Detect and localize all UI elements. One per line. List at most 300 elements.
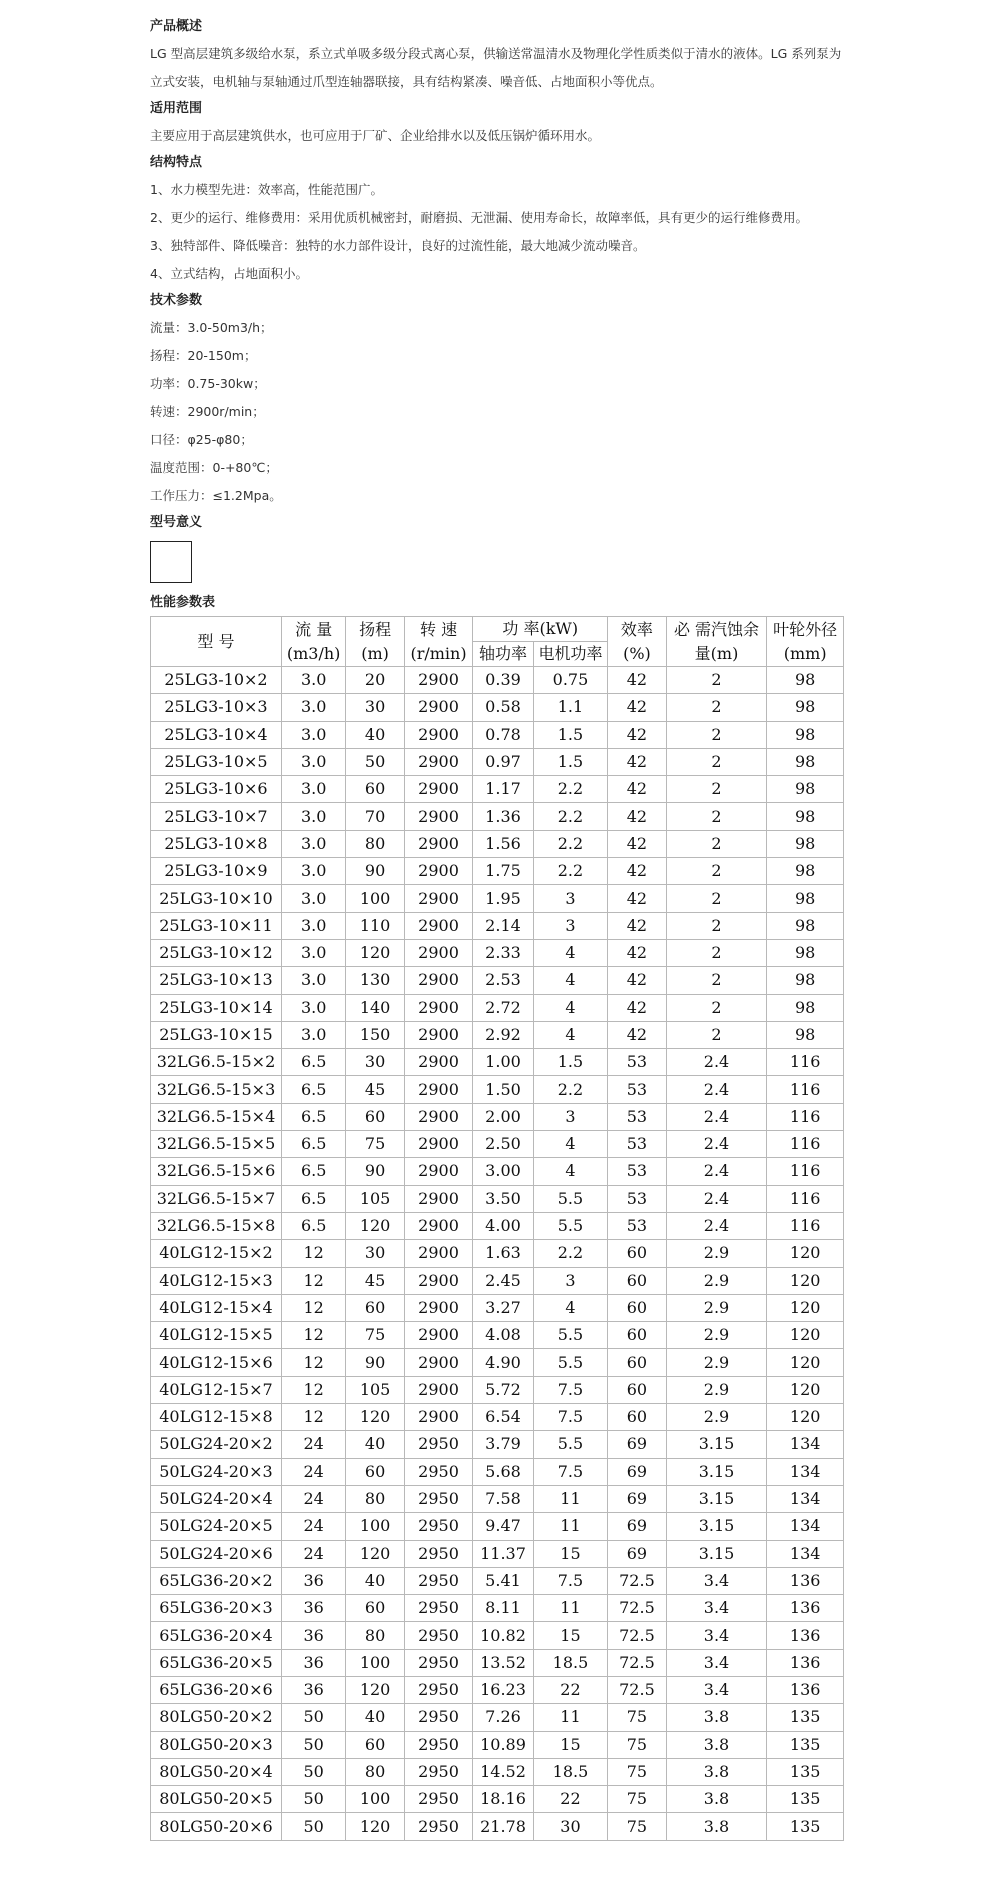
- cell-flow: 36: [281, 1649, 345, 1676]
- cell-shaft-power: 2.14: [473, 912, 533, 939]
- cell-speed: 2900: [404, 1131, 472, 1158]
- header-speed: 转 速(r/min): [404, 617, 472, 667]
- cell-efficiency: 42: [608, 776, 666, 803]
- header-shaft-power: 轴功率: [473, 642, 533, 667]
- cell-efficiency: 42: [608, 694, 666, 721]
- cell-shaft-power: 3.27: [473, 1294, 533, 1321]
- cell-shaft-power: 5.68: [473, 1458, 533, 1485]
- cell-flow: 3.0: [281, 830, 345, 857]
- cell-efficiency: 75: [608, 1704, 666, 1731]
- cell-npsh: 2: [666, 776, 767, 803]
- cell-flow: 36: [281, 1676, 345, 1703]
- cell-efficiency: 72.5: [608, 1595, 666, 1622]
- cell-npsh: 2.4: [666, 1049, 767, 1076]
- cell-npsh: 3.8: [666, 1758, 767, 1785]
- performance-table: [150, 616, 844, 1841]
- cell-model: 65LG36-20×3: [151, 1595, 282, 1622]
- table-row: [151, 1458, 844, 1485]
- cell-flow: 3.0: [281, 858, 345, 885]
- cell-impeller: 134: [767, 1458, 844, 1485]
- cell-motor-power: 15: [533, 1622, 608, 1649]
- cell-efficiency: 42: [608, 803, 666, 830]
- cell-impeller: 136: [767, 1622, 844, 1649]
- cell-npsh: 2: [666, 721, 767, 748]
- cell-npsh: 2.4: [666, 1076, 767, 1103]
- cell-model: 80LG50-20×2: [151, 1704, 282, 1731]
- cell-shaft-power: 18.16: [473, 1786, 533, 1813]
- cell-head: 70: [346, 803, 404, 830]
- cell-npsh: 2.9: [666, 1404, 767, 1431]
- cell-head: 120: [346, 1813, 404, 1840]
- cell-shaft-power: 0.78: [473, 721, 533, 748]
- cell-motor-power: 11: [533, 1704, 608, 1731]
- cell-motor-power: 1.5: [533, 721, 608, 748]
- feature-item: 2、更少的运行、维修费用：采用优质机械密封，耐磨损、无泄漏、使用寿命长，故障率低，具有更少的运行维修费用。: [150, 210, 808, 225]
- cell-motor-power: 0.75: [533, 667, 608, 694]
- cell-speed: 2950: [404, 1540, 472, 1567]
- cell-shaft-power: 1.00: [473, 1049, 533, 1076]
- cell-efficiency: 75: [608, 1731, 666, 1758]
- cell-motor-power: 1.5: [533, 748, 608, 775]
- table-row: [151, 858, 844, 885]
- cell-flow: 12: [281, 1349, 345, 1376]
- cell-model: 50LG24-20×4: [151, 1485, 282, 1512]
- cell-efficiency: 42: [608, 939, 666, 966]
- cell-efficiency: 72.5: [608, 1676, 666, 1703]
- cell-efficiency: 60: [608, 1404, 666, 1431]
- cell-head: 80: [346, 830, 404, 857]
- spec-speed: 转速：2900r/min；: [150, 404, 265, 419]
- cell-shaft-power: 1.17: [473, 776, 533, 803]
- cell-model: 25LG3-10×6: [151, 776, 282, 803]
- cell-head: 75: [346, 1131, 404, 1158]
- cell-efficiency: 53: [608, 1158, 666, 1185]
- cell-efficiency: 60: [608, 1240, 666, 1267]
- cell-motor-power: 22: [533, 1676, 608, 1703]
- cell-speed: 2900: [404, 939, 472, 966]
- performance-table-body: [151, 667, 844, 1841]
- cell-head: 40: [346, 721, 404, 748]
- cell-efficiency: 72.5: [608, 1649, 666, 1676]
- spec-pressure: 工作压力：≤1.2Mpa。: [150, 488, 282, 503]
- table-row: [151, 1212, 844, 1239]
- cell-npsh: 2: [666, 830, 767, 857]
- cell-head: 100: [346, 1649, 404, 1676]
- cell-speed: 2900: [404, 1049, 472, 1076]
- cell-motor-power: 5.5: [533, 1185, 608, 1212]
- cell-motor-power: 15: [533, 1540, 608, 1567]
- cell-efficiency: 75: [608, 1813, 666, 1840]
- cell-speed: 2900: [404, 667, 472, 694]
- cell-model: 80LG50-20×5: [151, 1786, 282, 1813]
- cell-model: 65LG36-20×6: [151, 1676, 282, 1703]
- cell-efficiency: 69: [608, 1431, 666, 1458]
- cell-shaft-power: 7.26: [473, 1704, 533, 1731]
- cell-speed: 2900: [404, 1185, 472, 1212]
- cell-speed: 2900: [404, 694, 472, 721]
- cell-efficiency: 42: [608, 994, 666, 1021]
- cell-model: 25LG3-10×3: [151, 694, 282, 721]
- spec-flow: 流量：3.0-50m3/h；: [150, 320, 273, 335]
- cell-efficiency: 75: [608, 1786, 666, 1813]
- header-motor-power: 电机功率: [533, 642, 608, 667]
- cell-impeller: 98: [767, 994, 844, 1021]
- cell-flow: 50: [281, 1731, 345, 1758]
- cell-motor-power: 22: [533, 1786, 608, 1813]
- cell-shaft-power: 4.00: [473, 1212, 533, 1239]
- cell-speed: 2900: [404, 1103, 472, 1130]
- cell-flow: 3.0: [281, 885, 345, 912]
- cell-impeller: 120: [767, 1322, 844, 1349]
- cell-head: 80: [346, 1758, 404, 1785]
- table-row: [151, 1595, 844, 1622]
- cell-flow: 3.0: [281, 721, 345, 748]
- cell-efficiency: 53: [608, 1212, 666, 1239]
- table-row: [151, 1021, 844, 1048]
- cell-head: 150: [346, 1021, 404, 1048]
- cell-npsh: 3.4: [666, 1649, 767, 1676]
- cell-flow: 12: [281, 1404, 345, 1431]
- cell-efficiency: 60: [608, 1376, 666, 1403]
- cell-head: 100: [346, 1513, 404, 1540]
- table-row: [151, 967, 844, 994]
- cell-model: 80LG50-20×3: [151, 1731, 282, 1758]
- cell-efficiency: 42: [608, 858, 666, 885]
- cell-npsh: 2: [666, 994, 767, 1021]
- specs-heading: 技术参数: [150, 293, 203, 308]
- cell-shaft-power: 3.79: [473, 1431, 533, 1458]
- cell-head: 60: [346, 1595, 404, 1622]
- cell-efficiency: 53: [608, 1131, 666, 1158]
- cell-head: 120: [346, 1540, 404, 1567]
- cell-npsh: 3.15: [666, 1513, 767, 1540]
- cell-npsh: 2.9: [666, 1349, 767, 1376]
- product-content: [150, 14, 850, 1841]
- table-row: [151, 1103, 844, 1130]
- cell-model: 32LG6.5-15×3: [151, 1076, 282, 1103]
- cell-impeller: 116: [767, 1212, 844, 1239]
- cell-model: 40LG12-15×7: [151, 1376, 282, 1403]
- cell-speed: 2950: [404, 1595, 472, 1622]
- cell-shaft-power: 2.45: [473, 1267, 533, 1294]
- overview-heading: 产品概述: [150, 19, 203, 34]
- cell-model: 40LG12-15×8: [151, 1404, 282, 1431]
- cell-speed: 2950: [404, 1786, 472, 1813]
- cell-motor-power: 3: [533, 885, 608, 912]
- cell-flow: 50: [281, 1786, 345, 1813]
- cell-model: 25LG3-10×7: [151, 803, 282, 830]
- cell-head: 50: [346, 748, 404, 775]
- cell-efficiency: 53: [608, 1076, 666, 1103]
- application-text: 主要应用于高层建筑供水，也可应用于厂矿、企业给排水以及低压锅炉循环用水。: [150, 128, 601, 143]
- cell-motor-power: 2.2: [533, 803, 608, 830]
- cell-npsh: 2.9: [666, 1376, 767, 1403]
- cell-model: 65LG36-20×2: [151, 1567, 282, 1594]
- table-row: [151, 1267, 844, 1294]
- table-row: [151, 1676, 844, 1703]
- cell-shaft-power: 2.50: [473, 1131, 533, 1158]
- cell-impeller: 116: [767, 1185, 844, 1212]
- cell-model: 32LG6.5-15×6: [151, 1158, 282, 1185]
- cell-npsh: 2: [666, 1021, 767, 1048]
- cell-head: 90: [346, 1349, 404, 1376]
- cell-model: 25LG3-10×4: [151, 721, 282, 748]
- cell-shaft-power: 2.53: [473, 967, 533, 994]
- cell-efficiency: 69: [608, 1540, 666, 1567]
- cell-motor-power: 7.5: [533, 1567, 608, 1594]
- header-power: 功 率(kW): [473, 617, 608, 642]
- cell-shaft-power: 5.72: [473, 1376, 533, 1403]
- cell-npsh: 2: [666, 667, 767, 694]
- cell-speed: 2950: [404, 1813, 472, 1840]
- cell-speed: 2900: [404, 1349, 472, 1376]
- cell-impeller: 134: [767, 1540, 844, 1567]
- cell-speed: 2900: [404, 912, 472, 939]
- cell-motor-power: 4: [533, 994, 608, 1021]
- cell-flow: 24: [281, 1485, 345, 1512]
- cell-npsh: 2.9: [666, 1240, 767, 1267]
- cell-motor-power: 4: [533, 967, 608, 994]
- cell-shaft-power: 2.00: [473, 1103, 533, 1130]
- cell-speed: 2900: [404, 776, 472, 803]
- cell-model: 65LG36-20×5: [151, 1649, 282, 1676]
- cell-impeller: 98: [767, 694, 844, 721]
- cell-speed: 2950: [404, 1731, 472, 1758]
- cell-npsh: 3.15: [666, 1540, 767, 1567]
- cell-model: 32LG6.5-15×7: [151, 1185, 282, 1212]
- cell-impeller: 98: [767, 776, 844, 803]
- table-row: [151, 1622, 844, 1649]
- cell-head: 60: [346, 1731, 404, 1758]
- table-row: [151, 1185, 844, 1212]
- cell-efficiency: 42: [608, 721, 666, 748]
- cell-speed: 2950: [404, 1676, 472, 1703]
- cell-head: 30: [346, 1240, 404, 1267]
- spec-temperature: 温度范围：0-+80℃；: [150, 460, 278, 475]
- table-row: [151, 721, 844, 748]
- feature-item: 1、水力模型先进：效率高，性能范围广。: [150, 182, 383, 197]
- cell-speed: 2900: [404, 1322, 472, 1349]
- cell-speed: 2900: [404, 830, 472, 857]
- table-row: [151, 1567, 844, 1594]
- cell-flow: 24: [281, 1513, 345, 1540]
- cell-shaft-power: 4.08: [473, 1322, 533, 1349]
- cell-impeller: 98: [767, 858, 844, 885]
- cell-flow: 3.0: [281, 967, 345, 994]
- cell-flow: 3.0: [281, 1021, 345, 1048]
- cell-npsh: 2: [666, 912, 767, 939]
- table-row: [151, 1485, 844, 1512]
- cell-impeller: 134: [767, 1485, 844, 1512]
- cell-speed: 2900: [404, 858, 472, 885]
- cell-shaft-power: 0.97: [473, 748, 533, 775]
- cell-motor-power: 4: [533, 1158, 608, 1185]
- cell-shaft-power: 1.36: [473, 803, 533, 830]
- cell-motor-power: 11: [533, 1513, 608, 1540]
- cell-shaft-power: 1.63: [473, 1240, 533, 1267]
- table-row: [151, 1649, 844, 1676]
- cell-head: 80: [346, 1485, 404, 1512]
- cell-npsh: 2.4: [666, 1158, 767, 1185]
- cell-impeller: 136: [767, 1676, 844, 1703]
- cell-motor-power: 3: [533, 912, 608, 939]
- cell-head: 140: [346, 994, 404, 1021]
- header-efficiency: 效率(%): [608, 617, 666, 667]
- cell-flow: 12: [281, 1322, 345, 1349]
- cell-impeller: 98: [767, 885, 844, 912]
- cell-impeller: 116: [767, 1103, 844, 1130]
- cell-speed: 2900: [404, 803, 472, 830]
- cell-npsh: 3.15: [666, 1458, 767, 1485]
- cell-flow: 3.0: [281, 939, 345, 966]
- cell-model: 32LG6.5-15×5: [151, 1131, 282, 1158]
- cell-flow: 3.0: [281, 776, 345, 803]
- cell-motor-power: 18.5: [533, 1758, 608, 1785]
- cell-motor-power: 5.5: [533, 1212, 608, 1239]
- cell-head: 45: [346, 1076, 404, 1103]
- cell-flow: 36: [281, 1595, 345, 1622]
- cell-npsh: 3.8: [666, 1731, 767, 1758]
- cell-shaft-power: 11.37: [473, 1540, 533, 1567]
- cell-head: 110: [346, 912, 404, 939]
- cell-efficiency: 42: [608, 830, 666, 857]
- cell-shaft-power: 21.78: [473, 1813, 533, 1840]
- cell-impeller: 98: [767, 667, 844, 694]
- cell-speed: 2950: [404, 1485, 472, 1512]
- cell-motor-power: 1.1: [533, 694, 608, 721]
- cell-head: 100: [346, 1786, 404, 1813]
- cell-flow: 12: [281, 1376, 345, 1403]
- cell-shaft-power: 3.00: [473, 1158, 533, 1185]
- cell-shaft-power: 6.54: [473, 1404, 533, 1431]
- cell-flow: 6.5: [281, 1103, 345, 1130]
- table-row: [151, 1758, 844, 1785]
- cell-efficiency: 69: [608, 1485, 666, 1512]
- cell-shaft-power: 1.50: [473, 1076, 533, 1103]
- cell-efficiency: 72.5: [608, 1567, 666, 1594]
- cell-impeller: 98: [767, 912, 844, 939]
- cell-motor-power: 15: [533, 1731, 608, 1758]
- cell-efficiency: 60: [608, 1349, 666, 1376]
- cell-shaft-power: 10.89: [473, 1731, 533, 1758]
- table-row: [151, 912, 844, 939]
- table-row: [151, 1349, 844, 1376]
- cell-head: 40: [346, 1567, 404, 1594]
- cell-model: 80LG50-20×6: [151, 1813, 282, 1840]
- cell-model: 25LG3-10×12: [151, 939, 282, 966]
- spec-head: 扬程：20-150m；: [150, 348, 257, 363]
- cell-speed: 2950: [404, 1758, 472, 1785]
- cell-npsh: 2.4: [666, 1212, 767, 1239]
- table-row: [151, 1813, 844, 1840]
- cell-impeller: 135: [767, 1786, 844, 1813]
- feature-item: 4、立式结构，占地面积小。: [150, 266, 308, 281]
- cell-efficiency: 53: [608, 1049, 666, 1076]
- cell-speed: 2900: [404, 967, 472, 994]
- cell-flow: 50: [281, 1704, 345, 1731]
- table-row: [151, 1704, 844, 1731]
- cell-motor-power: 3: [533, 1103, 608, 1130]
- cell-model: 25LG3-10×14: [151, 994, 282, 1021]
- cell-speed: 2900: [404, 721, 472, 748]
- cell-npsh: 2.9: [666, 1267, 767, 1294]
- cell-speed: 2900: [404, 1076, 472, 1103]
- application-heading: 适用范围: [150, 101, 203, 116]
- cell-shaft-power: 2.33: [473, 939, 533, 966]
- table-row: [151, 1513, 844, 1540]
- cell-impeller: 120: [767, 1267, 844, 1294]
- cell-head: 120: [346, 1676, 404, 1703]
- cell-head: 60: [346, 1294, 404, 1321]
- cell-npsh: 2: [666, 803, 767, 830]
- cell-efficiency: 60: [608, 1322, 666, 1349]
- cell-shaft-power: 10.82: [473, 1622, 533, 1649]
- cell-impeller: 98: [767, 830, 844, 857]
- cell-flow: 3.0: [281, 912, 345, 939]
- cell-impeller: 136: [767, 1595, 844, 1622]
- cell-flow: 3.0: [281, 694, 345, 721]
- cell-motor-power: 5.5: [533, 1431, 608, 1458]
- cell-shaft-power: 16.23: [473, 1676, 533, 1703]
- cell-impeller: 98: [767, 803, 844, 830]
- cell-shaft-power: 0.39: [473, 667, 533, 694]
- cell-impeller: 135: [767, 1704, 844, 1731]
- cell-model: 25LG3-10×11: [151, 912, 282, 939]
- cell-npsh: 3.4: [666, 1567, 767, 1594]
- cell-efficiency: 42: [608, 885, 666, 912]
- cell-flow: 6.5: [281, 1131, 345, 1158]
- cell-model: 40LG12-15×6: [151, 1349, 282, 1376]
- cell-efficiency: 42: [608, 912, 666, 939]
- cell-impeller: 98: [767, 939, 844, 966]
- cell-npsh: 2: [666, 967, 767, 994]
- cell-model: 25LG3-10×9: [151, 858, 282, 885]
- cell-impeller: 136: [767, 1567, 844, 1594]
- cell-head: 120: [346, 939, 404, 966]
- cell-efficiency: 69: [608, 1458, 666, 1485]
- cell-impeller: 120: [767, 1349, 844, 1376]
- cell-head: 40: [346, 1431, 404, 1458]
- cell-motor-power: 2.2: [533, 858, 608, 885]
- cell-flow: 3.0: [281, 803, 345, 830]
- header-flow: 流 量(m3/h): [281, 617, 345, 667]
- cell-head: 100: [346, 885, 404, 912]
- cell-motor-power: 7.5: [533, 1404, 608, 1431]
- cell-motor-power: 7.5: [533, 1458, 608, 1485]
- cell-motor-power: 4: [533, 1021, 608, 1048]
- cell-flow: 24: [281, 1540, 345, 1567]
- cell-speed: 2900: [404, 1294, 472, 1321]
- cell-impeller: 120: [767, 1404, 844, 1431]
- table-row: [151, 1404, 844, 1431]
- cell-npsh: 3.8: [666, 1704, 767, 1731]
- cell-npsh: 3.4: [666, 1595, 767, 1622]
- cell-motor-power: 4: [533, 939, 608, 966]
- cell-speed: 2900: [404, 1212, 472, 1239]
- cell-impeller: 116: [767, 1131, 844, 1158]
- performance-heading: 性能参数表: [150, 595, 216, 610]
- header-head: 扬程(m): [346, 617, 404, 667]
- cell-speed: 2950: [404, 1567, 472, 1594]
- table-row: [151, 994, 844, 1021]
- cell-impeller: 98: [767, 967, 844, 994]
- cell-npsh: 2: [666, 858, 767, 885]
- model-meaning-heading: 型号意义: [150, 515, 203, 530]
- cell-head: 60: [346, 1103, 404, 1130]
- table-row: [151, 694, 844, 721]
- cell-shaft-power: 4.90: [473, 1349, 533, 1376]
- cell-flow: 12: [281, 1267, 345, 1294]
